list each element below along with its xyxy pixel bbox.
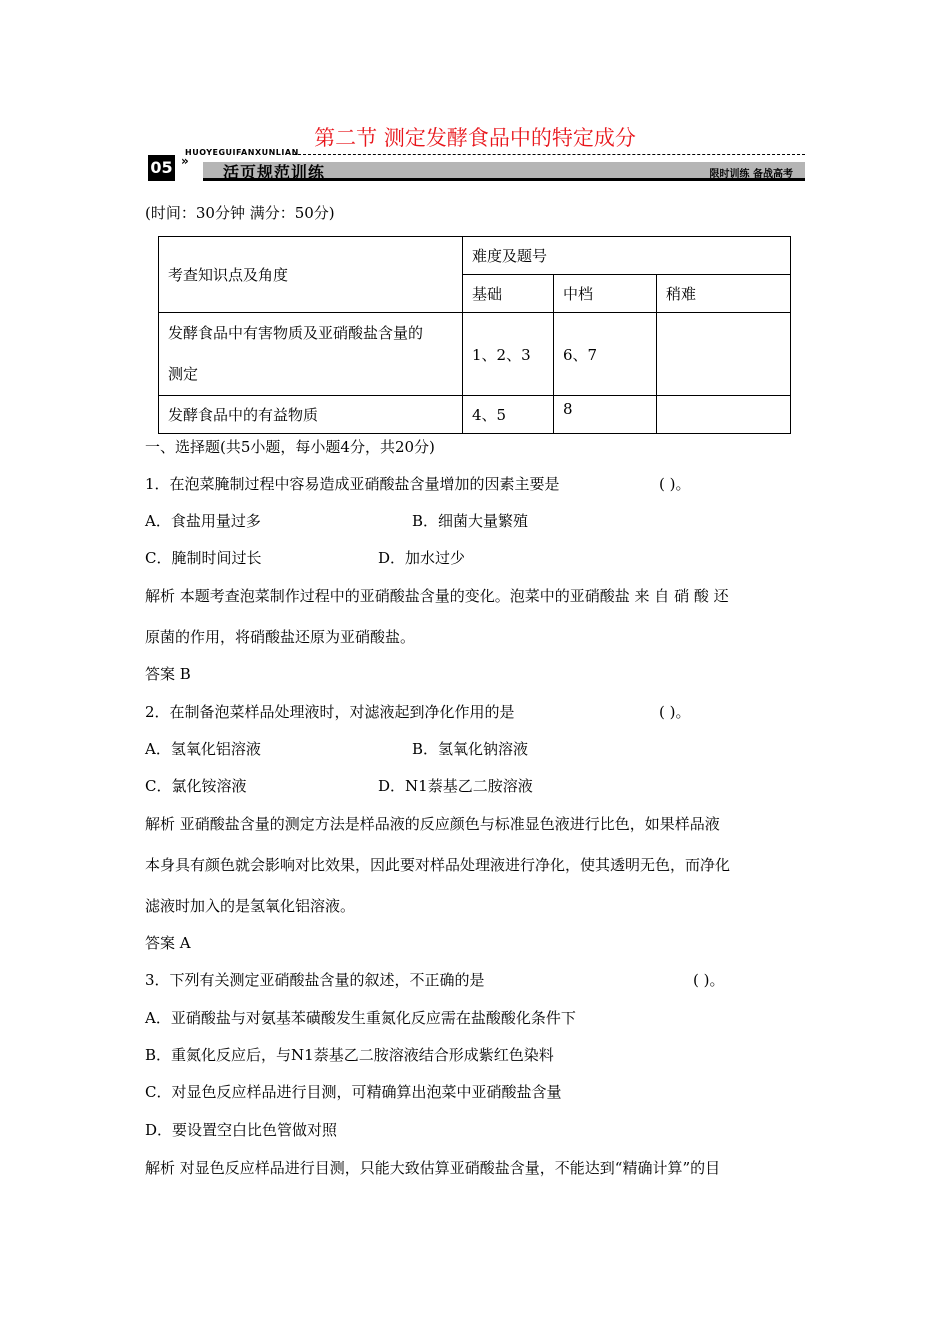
question-1-analysis-line-2: 原菌的作用，将硝酸盐还原为亚硝酸盐。 [145, 628, 416, 646]
question-1-bracket: ( )。 [659, 475, 691, 493]
time-score-meta: (时间：30分钟 满分：50分) [145, 204, 335, 222]
question-2-option-d: D．N1萘基乙二胺溶液 [378, 777, 533, 795]
table-row [159, 313, 791, 396]
question-1-stem: 1．在泡菜腌制过程中容易造成亚硝酸盐含量增加的因素主要是 [145, 475, 560, 493]
page-title: 第二节 测定发酵食品中的特定成分 [314, 126, 636, 150]
table-header-difficulty: 难度及题号 [463, 237, 791, 275]
table-subheader-hard: 稍难 [657, 275, 791, 313]
question-1-analysis-line-1: 解析 本题考查泡菜制作过程中的亚硝酸盐含量的变化。泡菜中的亚硝酸盐 来 自 硝 酸 还 [145, 587, 729, 605]
section-banner [145, 148, 805, 184]
question-3-bracket: ( )。 [693, 971, 725, 989]
chevron-icon: » [181, 154, 189, 168]
table-cell-medium: 8 [554, 396, 657, 434]
question-3-analysis-line-1: 解析 对显色反应样品进行目测，只能大致估算亚硝酸盐含量，不能达到“精确计算”的目 [145, 1159, 721, 1177]
question-1-option-d: D．加水过少 [378, 549, 466, 567]
banner-dashed-rule [293, 154, 805, 155]
question-1-option-a: A．食盐用量过多 [145, 512, 261, 530]
question-3-option-a: A．亚硝酸盐与对氨基苯磺酸发生重氮化反应需在盐酸酸化条件下 [145, 1009, 576, 1027]
question-1-answer: 答案 B [145, 665, 191, 683]
topic-line-1: 发酵食品中有害物质及亚硝酸盐含量的 [168, 324, 424, 342]
banner-right-text: 限时训练 备战高考 [709, 169, 793, 180]
banner-pinyin: HUOYEGUIFANXUNLIAN [185, 148, 299, 157]
table-cell-medium: 6、7 [554, 313, 657, 396]
question-2-answer: 答案 A [145, 934, 191, 952]
table-cell-basic: 1、2、3 [463, 313, 554, 396]
table-cell-topic: 发酵食品中的有益物质 [159, 396, 463, 434]
question-2-analysis-line-3: 滤液时加入的是氢氧化铝溶液。 [145, 897, 356, 915]
question-1-option-b: B．细菌大量繁殖 [412, 512, 529, 530]
table-cell-basic: 4、5 [463, 396, 554, 434]
question-3-stem: 3．下列有关测定亚硝酸盐含量的叙述，不正确的是 [145, 971, 485, 989]
table-row [159, 396, 791, 434]
table-cell-hard [657, 396, 791, 434]
question-2-option-c: C．氯化铵溶液 [145, 777, 247, 795]
table-cell-topic [159, 313, 463, 396]
banner-number: 05 [148, 155, 175, 181]
question-3-option-c: C．对显色反应样品进行目测，可精确算出泡菜中亚硝酸盐含量 [145, 1083, 562, 1101]
question-1-option-c: C．腌制时间过长 [145, 549, 262, 567]
table-subheader-medium: 中档 [554, 275, 657, 313]
question-2-bracket: ( )。 [659, 703, 691, 721]
question-2-stem: 2．在制备泡菜样品处理液时，对滤液起到净化作用的是 [145, 703, 515, 721]
table-subheader-basic: 基础 [463, 275, 554, 313]
knowledge-table [158, 236, 791, 434]
section-heading: 一、选择题(共5小题，每小题4分，共20分) [145, 438, 435, 456]
question-3-option-d: D．要设置空白比色管做对照 [145, 1121, 338, 1139]
banner-title: 活页规范训练 [223, 163, 326, 182]
question-2-option-b: B．氢氧化钠溶液 [412, 740, 529, 758]
question-2-analysis-line-2: 本身具有颜色就会影响对比效果，因此要对样品处理液进行净化，使其透明无色，而净化 [145, 856, 731, 874]
question-2-analysis-line-1: 解析 亚硝酸盐含量的测定方法是样品液的反应颜色与标准显色液进行比色，如果样品液 [145, 815, 720, 833]
question-3-option-b: B．重氮化反应后，与N1萘基乙二胺溶液结合形成紫红色染料 [145, 1046, 554, 1064]
question-2-option-a: A．氢氧化铝溶液 [145, 740, 261, 758]
topic-line-2: 测定 [168, 365, 199, 383]
table-cell-hard [657, 313, 791, 396]
table-header-topic: 考查知识点及角度 [159, 237, 463, 313]
